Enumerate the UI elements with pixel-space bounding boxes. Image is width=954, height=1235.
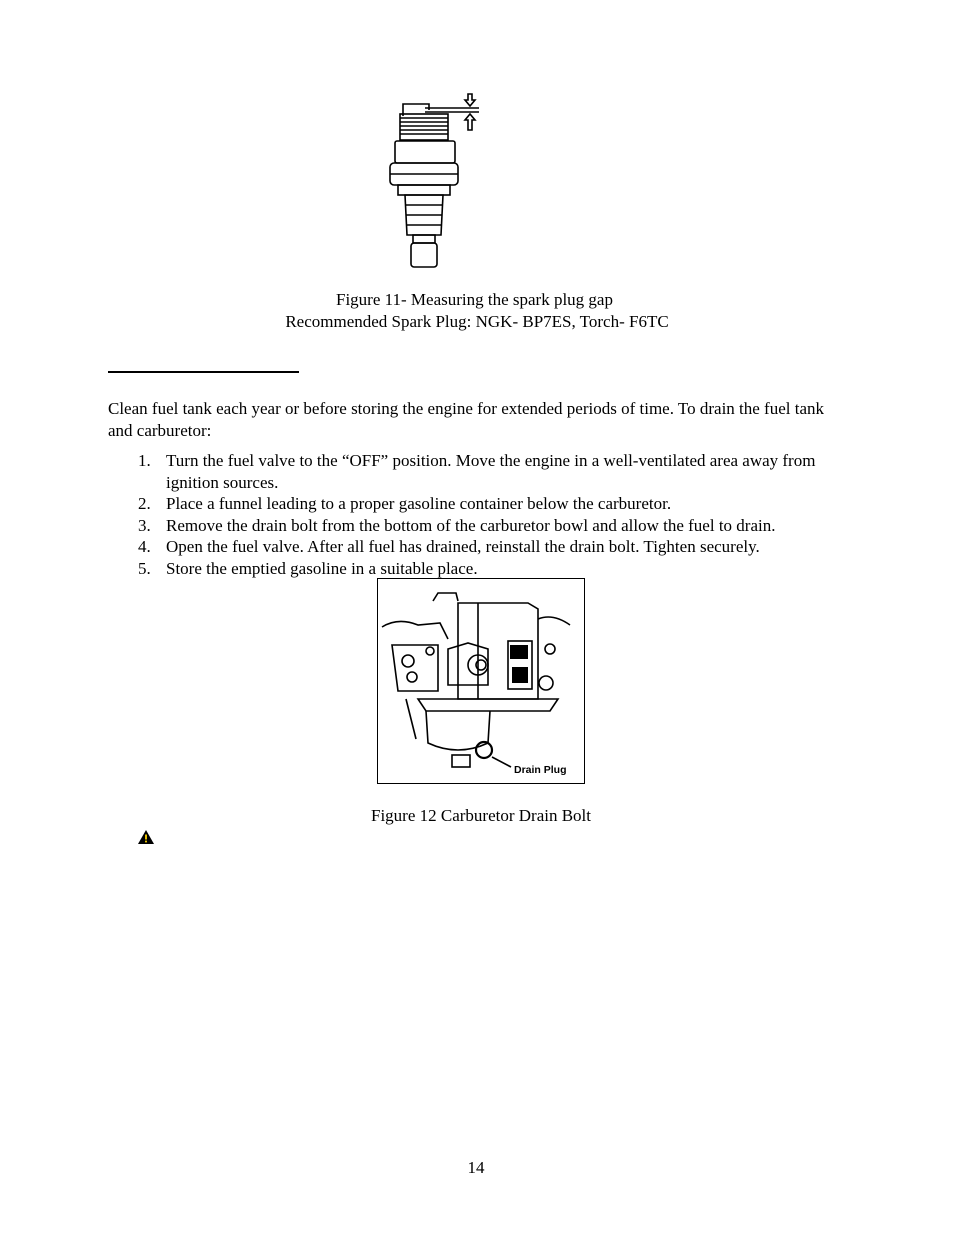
list-item: 1. Turn the fuel valve to the “OFF” position. Move the engine in a well-ventilated area away from ignition sources. <box>138 451 816 492</box>
list-item: 3. Remove the drain bolt from the bottom of the carburetor bowl and allow the fuel to drain. <box>138 515 776 535</box>
figure-11-caption: Figure 11- Measuring the spark plug gap <box>336 290 613 309</box>
spark-plug-illustration <box>385 88 485 270</box>
carburetor-illustration <box>378 579 584 783</box>
list-item: 2. Place a funnel leading to a proper gasoline container below the carburetor. <box>138 494 672 513</box>
page-number: 14 <box>467 1158 485 1177</box>
list-item: 5. Store the emptied gasoline in a suitable place. <box>138 558 478 578</box>
list-item: 4. Open the fuel valve. After all fuel has drained, reinstall the drain bolt. Tighten securely. <box>138 537 760 556</box>
spark-plug-recommendation: Recommended Spark Plug: NGK- BP7ES, Torch- F6TC <box>285 312 669 331</box>
carburetor-figure <box>377 578 585 784</box>
section-underline <box>108 371 299 373</box>
drain-steps-list <box>138 450 850 579</box>
drain-plug-label: Drain Plug <box>514 764 567 776</box>
figure-12-caption: Figure 12 Carburetor Drain Bolt <box>370 806 591 825</box>
section-intro: Clean fuel tank each year or before storing the engine for extended periods of time. To drain the fuel tank and carburetor: <box>108 399 825 440</box>
warning-triangle-icon <box>137 829 155 845</box>
